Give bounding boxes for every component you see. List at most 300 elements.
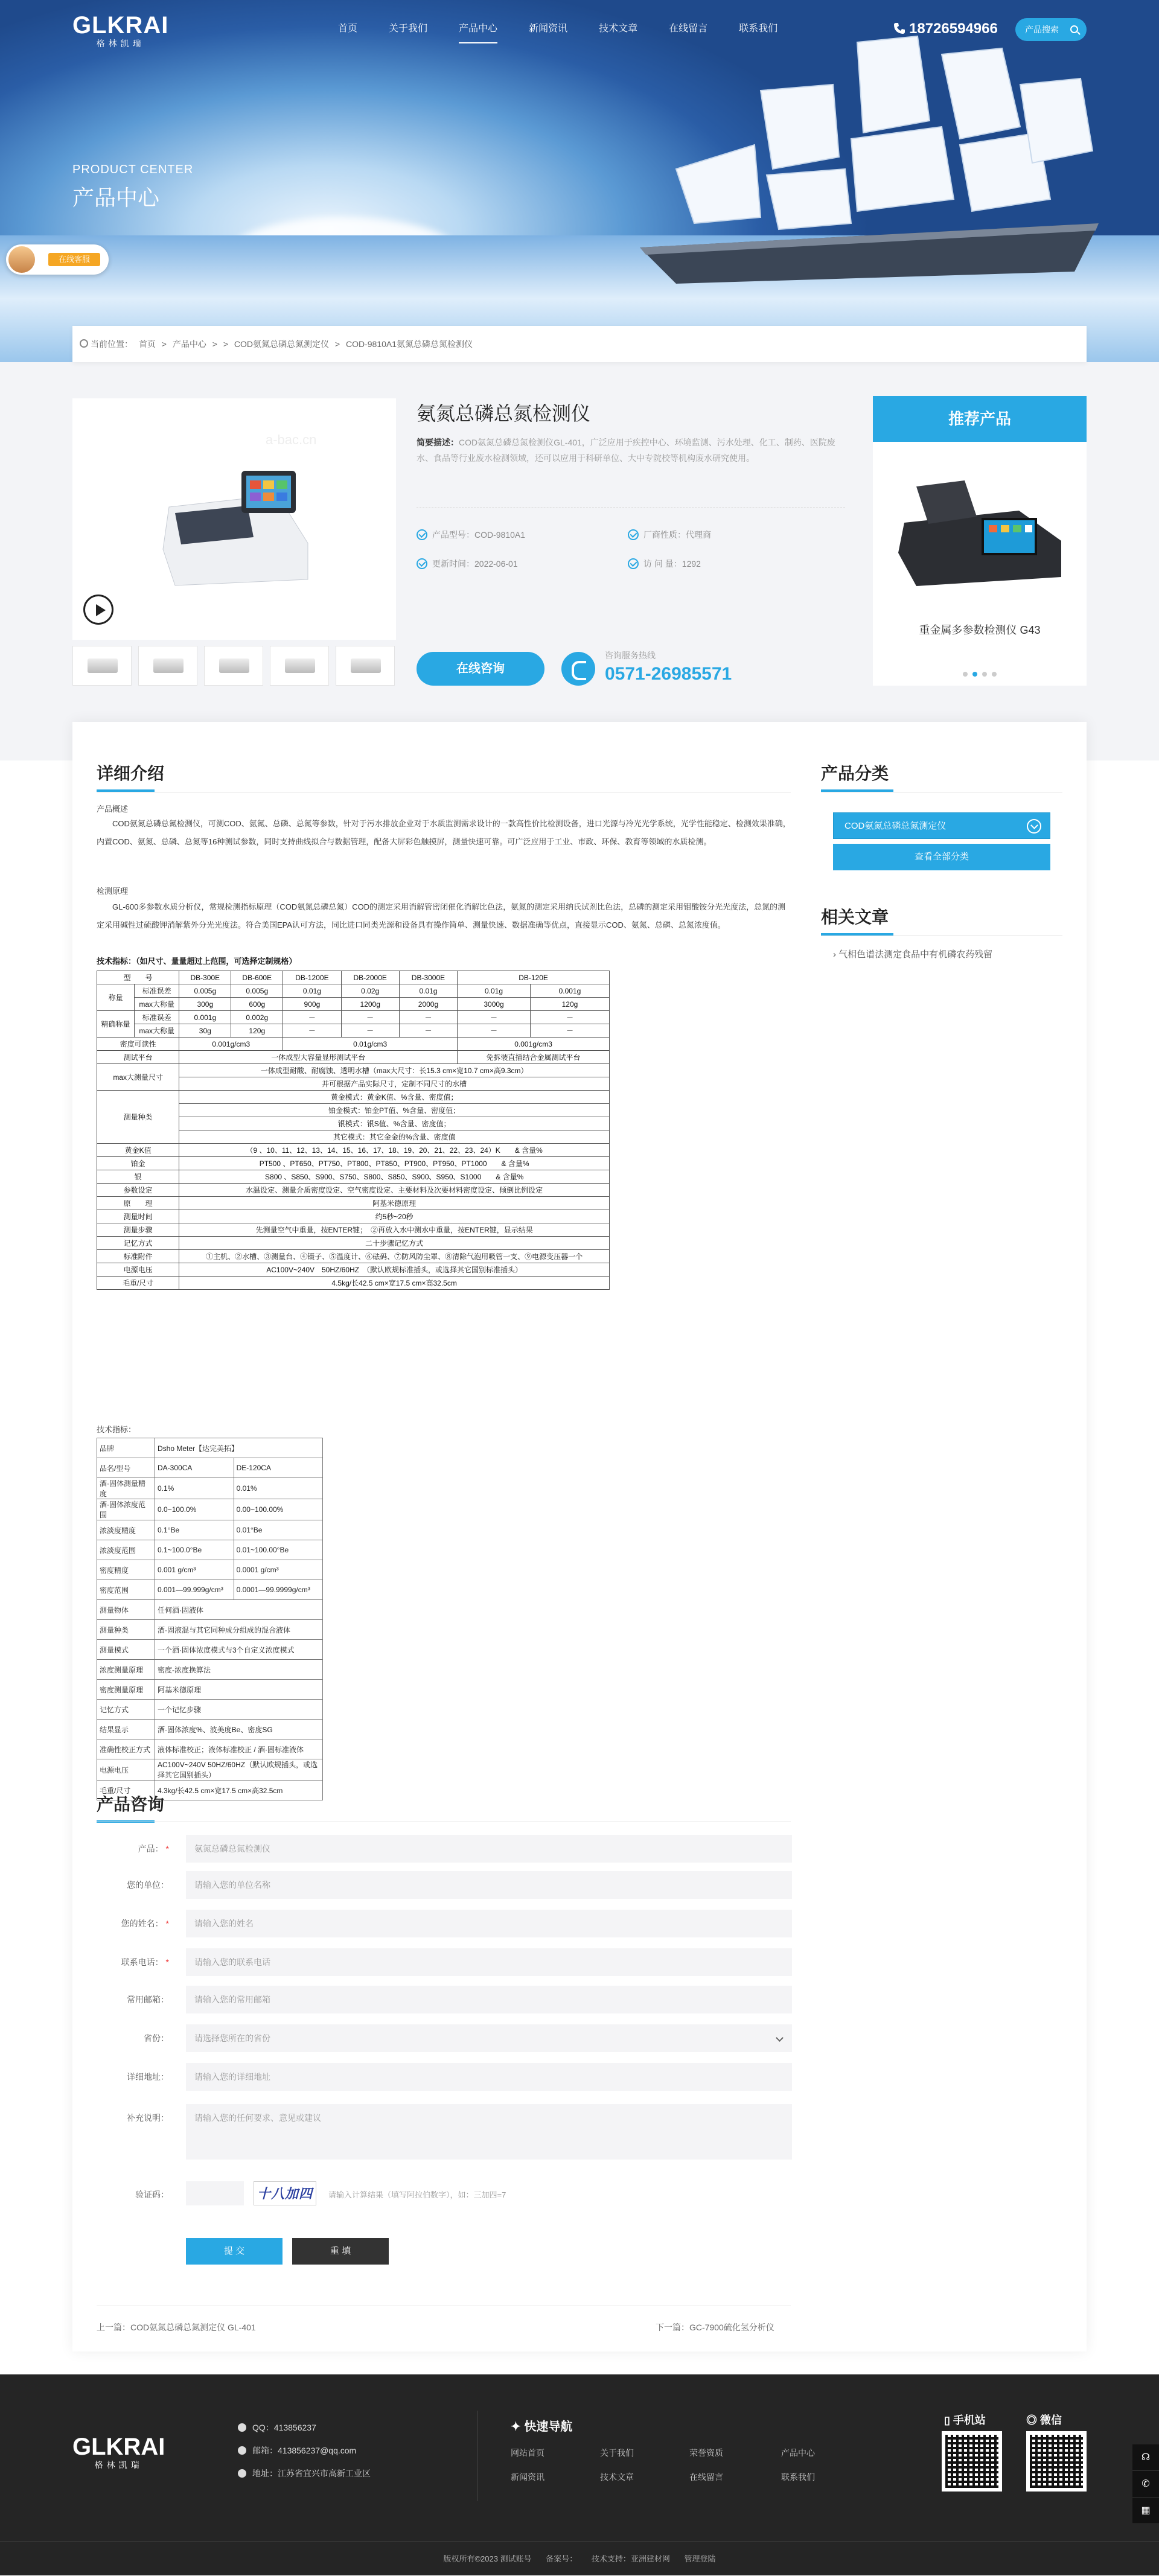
table-cell: 银模式：银S值、%含量、密度值； [179, 1117, 610, 1130]
table-cell: 电源电压 [97, 1759, 155, 1781]
field-label-text: 常用邮箱： [127, 1995, 169, 2004]
table-cell: 密度精度 [97, 1560, 155, 1580]
table-cell: 铂金模式：铂金PT值、%含量、密度值； [179, 1104, 610, 1117]
hero-title-cn: 产品中心 [72, 185, 160, 210]
footer-address [238, 2467, 371, 2479]
breadcrumb [72, 326, 1087, 362]
check-icon [417, 529, 427, 540]
location-icon [238, 2469, 246, 2478]
table-cell: 0.001g [530, 984, 609, 998]
address-text: 地址：江苏省宜兴市高新工业区 [252, 2469, 371, 2478]
table-cell: 标准附件 [97, 1250, 179, 1263]
product-model [417, 529, 525, 541]
breadcrumb-current: COD-9810A1氨氮总磷总氮检测仪 [346, 339, 473, 349]
location-icon [80, 339, 88, 348]
hero-banner [0, 0, 1159, 362]
table-cell: 测量时间 [97, 1210, 179, 1223]
model-value: COD-9810A1 [474, 530, 526, 540]
logo-text: GLKRAI [72, 2434, 165, 2460]
table-cell: 密度范围 [97, 1580, 155, 1600]
table-cell: 参数设定 [97, 1184, 179, 1197]
table-cell: AC100V~240V 50HZ/60HZ（默认欧规插头，或选择其它国别插头） [155, 1759, 323, 1781]
table-row [97, 1580, 323, 1600]
table-cell: DB-300E [179, 971, 231, 984]
table-cell: 酒·固体浓度范围 [97, 1499, 155, 1520]
nav-home[interactable]: 首页 [338, 24, 358, 34]
recommended-product-image[interactable] [892, 468, 1067, 589]
product-description [417, 435, 845, 466]
table-cell: 水温设定、测量介质密度设定、空气密度设定、主要材料及次要材料密度设定、倾倒比例设定 [179, 1184, 610, 1197]
compass-icon: ✦ [511, 2420, 525, 2434]
table-row [97, 1720, 323, 1739]
nav-articles[interactable]: 技术文章 [599, 24, 638, 34]
breadcrumb-sep: > [212, 339, 217, 349]
submit-button[interactable]: 提 交 [186, 2238, 283, 2265]
breadcrumb-sep: > [223, 339, 229, 349]
breadcrumb-category[interactable]: COD氨氮总磷总氮测定仪 [234, 339, 330, 349]
table-cell: 2000g [399, 998, 457, 1011]
nav-message[interactable]: 在线留言 [669, 24, 708, 34]
captcha-hint: 请输入计算结果（填写阿拉伯数字），如：三加四=7 [328, 2190, 506, 2199]
table-row [97, 1051, 610, 1064]
mobile-icon: ▯ [944, 2414, 953, 2426]
table-cell: 型 号 [97, 971, 179, 984]
check-icon [628, 558, 639, 569]
online-service-button[interactable]: 在线客服 [48, 253, 100, 266]
table-cell: 其它模式：其它金金的%含量、密度值 [179, 1130, 610, 1144]
nav-news[interactable]: 新闻资讯 [529, 24, 568, 34]
table-cell: 30g [179, 1024, 231, 1038]
divider [417, 507, 845, 508]
mail-icon [238, 2446, 246, 2455]
table-cell: ①主机、②水槽、③测量台、④镊子、⑤温度计、⑥砝码、⑦防风防尘罩、⑧清除气泡用吸管一支、⑨电源变压器一个 [179, 1250, 610, 1263]
table-cell: 0.001 g/cm³ [155, 1560, 234, 1580]
thumbnail-strip [72, 646, 401, 686]
table-cell: 0.02g [341, 984, 399, 998]
footer-nav-about[interactable]: 关于我们 [600, 2448, 634, 2458]
table-cell: 0.0001 g/cm³ [234, 1560, 322, 1580]
view-all-categories-button[interactable]: 查看全部分类 [833, 844, 1050, 870]
table-cell: 0.01% [234, 1478, 322, 1499]
table-cell: 0.01g [399, 984, 457, 998]
table-cell: 0.01g [283, 984, 341, 998]
table-cell: 银 [97, 1170, 179, 1184]
overview-text: COD氨氮总磷总氮检测仪，可测COD、氨氮、总磷、总氮等参数，针对于污水排放企业对于水质监测需求设计的一款高性价比检测设备，进口光源与冷光光学系统，光学性能稳定、检测效果准确，内置COD、氨氮、总磷、总氮等16种测试参数，同时支持曲线拟合与数据管理，配备大屏彩色触摸屏，测量快速可靠。可广泛应用于工业、市政、环保、教育等领域的水质检测。 [97, 819, 791, 846]
table-cell: DA-300CA [155, 1458, 234, 1478]
form-field-label [72, 2071, 169, 2083]
nav-about[interactable]: 关于我们 [389, 24, 428, 34]
table-cell: － [530, 1011, 609, 1024]
thumbnail[interactable] [270, 646, 329, 686]
table-cell: 酒·固体浓度%、波美度Be、密度SG [155, 1720, 323, 1739]
update-time [417, 558, 518, 570]
table-cell: － [399, 1024, 457, 1038]
table-cell: DB-1200E [283, 971, 341, 984]
mobile-site-label: 手机站 [953, 2414, 986, 2426]
footer-nav-products[interactable]: 产品中心 [781, 2448, 815, 2458]
table-row [97, 998, 610, 1011]
table-row [97, 1038, 610, 1051]
breadcrumb-sep: > [161, 339, 167, 349]
captcha-image[interactable]: 十八加四 [254, 2181, 316, 2205]
reset-button[interactable]: 重 填 [292, 2238, 389, 2265]
table-cell: AC100V~240V 50HZ/60HZ （默认欧规标准插头，或选择其它国别标准插头） [179, 1263, 610, 1277]
field-label-text: 联系电话： [121, 1957, 164, 1967]
email-text: 邮箱：413856237@qq.com [252, 2446, 357, 2455]
spec2-caption: 技术指标： [97, 1425, 136, 1434]
form-input[interactable]: 请输入您的联系电话 [186, 1948, 792, 1976]
mobile-qr-code [942, 2431, 1002, 2492]
table-cell: 测量物体 [97, 1600, 155, 1620]
table-cell: 测量种类 [97, 1091, 179, 1144]
table-cell: 测量步骤 [97, 1223, 179, 1237]
table-cell: 毛重/尺寸 [97, 1277, 179, 1290]
logo-text: GLKRAI [72, 12, 169, 39]
required-marker: * [163, 1919, 169, 1928]
quick-nav-label: 快速导航 [524, 2420, 573, 2434]
table-cell: 酒·固液混与其它同种成分组成的混合液体 [155, 1620, 323, 1640]
table-row [97, 1458, 323, 1478]
table-row [97, 1520, 323, 1540]
table-cell: max大测量尺寸 [97, 1064, 179, 1091]
views-value: 1292 [682, 559, 701, 569]
table-row [97, 1263, 610, 1277]
online-service-chip[interactable] [6, 244, 109, 275]
table-row [97, 1223, 610, 1237]
category-item-label: COD氨氮总磷总氮测定仪 [845, 821, 947, 831]
search-icon [1070, 25, 1078, 33]
table-cell: 0.1~100.0°Be [155, 1540, 234, 1560]
table-cell: 4.3kg/长42.5 cm×宽17.5 cm×高32.5cm [155, 1781, 323, 1800]
hotline-label: 咨询服务热线 [605, 651, 656, 660]
table-row [97, 984, 610, 998]
wechat-qr-code [1026, 2431, 1087, 2492]
table-row [97, 1700, 323, 1720]
table-cell: 一体成型耐酸、耐腐蚀、透明水槽（max大尺寸：长15.3 cm×宽10.7 cm×高9.3cm） [179, 1064, 610, 1077]
product-search-button[interactable] [1015, 18, 1087, 41]
product-main-image[interactable] [72, 398, 396, 640]
footer [0, 2374, 1159, 2575]
table-cell: 电源电压 [97, 1263, 179, 1277]
table-cell: 测量种类 [97, 1620, 155, 1640]
table-cell: PT500 、PT650、PT750、PT800、PT850、PT900、PT950、PT1000 & 含量% [179, 1157, 610, 1170]
avatar [8, 246, 35, 273]
form-input[interactable]: 请输入您的姓名 [186, 1910, 792, 1937]
table-cell: 测量模式 [97, 1640, 155, 1660]
breadcrumb-label: 当前位置： [91, 339, 133, 349]
vendor-label: 厂商性质： [643, 530, 686, 540]
form-field-label [72, 2112, 169, 2124]
recommended-products [873, 396, 1087, 686]
next-article-link[interactable]: 下一篇：GC-7900硫化氢分析仪 [656, 2323, 774, 2332]
footer-nav-home[interactable]: 网站首页 [511, 2448, 544, 2458]
table-cell: 0.002g [231, 1011, 283, 1024]
table-cell: 并可根据产品实际尺寸，定制不同尺寸的水槽 [179, 1077, 610, 1091]
carousel-dot[interactable] [963, 672, 968, 677]
remarks-textarea[interactable]: 请输入您的任何要求、意见或建议 [186, 2104, 792, 2160]
chevron-down-icon[interactable] [1027, 819, 1041, 834]
table-cell: 先测量空气中重量，按ENTER键； ②再放入水中测水中重量，按ENTER键，显示结果 [179, 1223, 610, 1237]
table-row [97, 1184, 610, 1197]
field-label-text: 省份： [144, 2033, 169, 2043]
table-row [97, 1759, 323, 1781]
table-cell: 铂金 [97, 1157, 179, 1170]
table-row [97, 1660, 323, 1680]
table-cell: 0.00~100.00% [234, 1499, 322, 1520]
qr-icon[interactable]: ▦ [1132, 2498, 1159, 2524]
table-cell: 毛重/尺寸 [97, 1781, 155, 1800]
table-cell: 品名/型号 [97, 1458, 155, 1478]
form-field-label [72, 1843, 169, 1855]
search-label: 产品搜索 [1025, 25, 1059, 34]
table-row [97, 1210, 610, 1223]
table-cell: DB-600E [231, 971, 283, 984]
tech-support-link[interactable]: 技术支持：亚洲建材网 [591, 2554, 670, 2563]
thumbnail[interactable] [336, 646, 395, 686]
principle-text: GL-600多参数水质分析仪，常规检测指标原理（COD氨氮总磷总氮）COD的测定采用消解管密闭催化消解比色法，氨氮的测定采用纳氏试剂比色法，总磷的测定采用钼酸铵分光光度法，总氮的测定采用碱性过硫酸钾消解紫外分光光度法。符合美国EPA认可方法，同比进口同类光源和设备具有操作简单、测量快速、数据准确等优点，直接显示COD、氨氮、总磷、总氮浓度值。 [97, 902, 786, 929]
logo-subtitle: 格林凯瑞 [96, 39, 145, 48]
table-cell: － [458, 1011, 531, 1024]
field-label-text: 详细地址： [127, 2072, 169, 2082]
hero-title-en: PRODUCT CENTER [72, 163, 194, 176]
form-field-label [72, 1879, 169, 1891]
table-cell: 0.01°Be [234, 1520, 322, 1540]
table-row [97, 1011, 610, 1024]
spec2-table [97, 1438, 323, 1800]
form-input[interactable]: 氨氮总磷总氮检测仪 [186, 1835, 792, 1863]
breadcrumb-home[interactable]: 首页 [138, 339, 156, 349]
captcha-label: 验证码： [135, 2190, 169, 2199]
play-video-button[interactable] [83, 595, 113, 625]
field-label-text: 您的姓名： [121, 1919, 164, 1928]
form-field-label [72, 1918, 169, 1930]
recommended-product-name[interactable]: 重金属多参数检测仪 G43 [919, 624, 1041, 636]
carousel-dots [873, 669, 1087, 680]
table-cell: 黄金模式：黄金K值、%含量、密度值； [179, 1091, 610, 1104]
footer-nav-articles[interactable]: 技术文章 [600, 2472, 634, 2482]
table-cell: － [458, 1024, 531, 1038]
footer-bottom [0, 2541, 1159, 2575]
table-cell: DB-3000E [399, 971, 457, 984]
table-row [97, 1170, 610, 1184]
hotline-number: 0571-26985571 [605, 664, 732, 684]
headset-icon[interactable]: ☊ [1132, 2444, 1159, 2471]
form-title: 产品咨询 [97, 1791, 164, 1816]
table-cell: 0.001g/cm3 [179, 1038, 283, 1051]
table-row [97, 1144, 610, 1157]
footer-qq [238, 2421, 316, 2434]
table-cell: 0.001g/cm3 [458, 1038, 610, 1051]
form-field-label [72, 1994, 169, 2006]
category-item[interactable] [833, 812, 1050, 839]
qq-icon [238, 2423, 246, 2432]
table-cell: － [283, 1011, 341, 1024]
nav-products[interactable]: 产品中心 [459, 24, 498, 34]
table-cell: 品牌 [97, 1438, 155, 1458]
vendor-type [628, 529, 711, 541]
thumbnail[interactable] [138, 646, 197, 686]
table-cell: 密度测量原理 [97, 1680, 155, 1700]
field-label-text: 产品： [138, 1844, 164, 1854]
table-cell: 0.0001—99.9999g/cm³ [234, 1580, 322, 1600]
breadcrumb-products[interactable]: 产品中心 [172, 339, 206, 349]
related-article-label: 气相色谱法测定食品中有机磷农药残留 [838, 949, 993, 960]
table-row [97, 1739, 323, 1759]
table-row [97, 1197, 610, 1210]
model-label: 产品型号： [432, 530, 474, 540]
table-row [97, 1277, 610, 1290]
check-icon [628, 529, 639, 540]
table-cell: 标准误差 [135, 1011, 179, 1024]
table-row [97, 1091, 610, 1104]
table-cell: 结果显示 [97, 1720, 155, 1739]
table-cell: Dsho Meter【达完美拓】 [155, 1438, 323, 1458]
table-cell: 900g [283, 998, 341, 1011]
table-cell: 精确称量 [97, 1011, 135, 1038]
table-cell: 浓度测量原理 [97, 1660, 155, 1680]
phone-icon [893, 22, 905, 34]
field-label-text: 补充说明： [127, 2113, 169, 2123]
quick-nav-title [511, 2417, 572, 2434]
carousel-dot[interactable] [992, 672, 997, 677]
form-input[interactable]: 请输入您的单位名称 [186, 1871, 792, 1899]
table-cell: － [283, 1024, 341, 1038]
table-row [97, 1600, 323, 1620]
table-cell: 0.005g [231, 984, 283, 998]
table-cell: 3000g [458, 998, 531, 1011]
table-cell: 0.001g [179, 1011, 231, 1024]
table-cell: 一个酒·固体浓度模式与3个自定义浓度模式 [155, 1640, 323, 1660]
form-field-label [72, 1956, 169, 1968]
form-input[interactable]: 请输入您的常用邮箱 [186, 1986, 792, 2013]
table-cell: 记忆方式 [97, 1700, 155, 1720]
table-cell: 阿基米德原理 [179, 1197, 610, 1210]
table-cell: S800 、S850、S900、S750、S800、S850、S900、S950、S1000 & 含量% [179, 1170, 610, 1184]
desc-label: 简要描述： [417, 438, 459, 447]
table-row [97, 971, 610, 984]
table-cell: DB-2000E [341, 971, 399, 984]
spec-table [97, 971, 610, 1290]
desc-text: COD氨氮总磷总氮检测仪GL-401，广泛应用于疾控中心、环境监测、污水处理、化工、制药、医院废水、食品等行业废水检测领域，还可以应用于科研单位、大中专院校等机构废水研究使用。 [417, 438, 835, 463]
admin-login-link[interactable]: 管理登陆 [684, 2554, 716, 2563]
related-article-link[interactable]: › 气相色谱法测定食品中有机磷农药残留 [833, 949, 993, 960]
table-cell: 1200g [341, 998, 399, 1011]
related-articles-title: 相关文章 [821, 904, 889, 928]
carousel-dot[interactable] [982, 672, 987, 677]
thumbnail[interactable] [204, 646, 263, 686]
icp-record[interactable]: 备案号： [546, 2554, 578, 2563]
table-cell: 标准误差 [135, 984, 179, 998]
table-cell: 准确性校正方式 [97, 1739, 155, 1759]
table-cell: DB-120E [458, 971, 610, 984]
table-cell: 4.5kg/长42.5 cm×宽17.5 cm×高32.5cm [179, 1277, 610, 1290]
table-cell: － [341, 1011, 399, 1024]
views-label: 访 问 量： [643, 559, 682, 569]
table-row [97, 1250, 610, 1263]
table-row [97, 1438, 323, 1458]
category-title: 产品分类 [821, 760, 889, 785]
table-cell: DE-120CA [234, 1458, 322, 1478]
table-row [97, 1540, 323, 1560]
table-row [97, 1478, 323, 1499]
sailing-ship-image [604, 18, 1123, 302]
carousel-dot[interactable] [972, 672, 977, 677]
thumbnail[interactable] [72, 646, 132, 686]
table-cell: 密度-浓度换算法 [155, 1660, 323, 1680]
table-cell: 120g [231, 1024, 283, 1038]
floating-toolbar [1132, 2444, 1159, 2524]
table-cell: 0.01g/cm3 [283, 1038, 458, 1051]
breadcrumb-sep: > [334, 339, 340, 349]
table-cell: 二十步骤记忆方式 [179, 1237, 610, 1250]
table-cell: 记忆方式 [97, 1237, 179, 1250]
wechat-icon: ◎ [1026, 2414, 1041, 2426]
table-cell: 原 理 [97, 1197, 179, 1210]
table-cell: 任何酒·固液体 [155, 1600, 323, 1620]
captcha-input[interactable] [186, 2181, 244, 2205]
table-cell: 约5秒~20秒 [179, 1210, 610, 1223]
principle-heading: 检测原理 [97, 887, 129, 896]
table-row [97, 1024, 610, 1038]
spec-caption: 技术指标：（如尺寸、量量超过上范围，可选择定制规格） [97, 957, 297, 966]
table-cell: 测试平台 [97, 1051, 179, 1064]
table-cell: － [530, 1024, 609, 1038]
table-cell: 免拆装直插结合金属测试平台 [458, 1051, 610, 1064]
table-cell: 称量 [97, 984, 135, 1011]
logo-subtitle: 格林凯瑞 [94, 2460, 143, 2470]
phone-icon[interactable]: ✆ [1132, 2471, 1159, 2498]
table-row [97, 1640, 323, 1660]
online-consult-button[interactable]: 在线咨询 [417, 652, 544, 686]
product-title: 氨氮总磷总氮检测仪 [417, 403, 591, 424]
required-marker: * [163, 1957, 169, 1967]
footer-logo[interactable] [72, 2434, 165, 2470]
table-cell: 液体标准校正；液体标准校正 / 酒·固标准液体 [155, 1739, 323, 1759]
table-cell: 阿基米德原理 [155, 1680, 323, 1700]
table-cell: 黄金K值 [97, 1144, 179, 1157]
table-cell: 一个记忆步骤 [155, 1700, 323, 1720]
detail-title: 详细介绍 [97, 760, 164, 785]
table-row [97, 1680, 323, 1700]
updated-value: 2022-06-01 [474, 559, 518, 569]
table-cell: － [399, 1011, 457, 1024]
footer-nav-honors[interactable]: 荣誉资质 [689, 2448, 723, 2458]
category-box [833, 812, 1050, 870]
footer-nav-message[interactable]: 在线留言 [689, 2472, 723, 2482]
field-label-text: 您的单位： [127, 1880, 169, 1890]
province-select[interactable]: 请选择您所在的省份 [186, 2024, 792, 2052]
nav-contact[interactable]: 联系我们 [739, 24, 778, 34]
table-cell: 0.0~100.0% [155, 1499, 234, 1520]
table-cell: max大称量 [135, 998, 179, 1011]
prev-article-link[interactable]: 上一篇：COD氨氮总磷总氮测定仪 GL-401 [97, 2323, 256, 2332]
table-row [97, 1560, 323, 1580]
footer-nav-contact[interactable]: 联系我们 [781, 2472, 815, 2482]
table-cell: 600g [231, 998, 283, 1011]
spectrophotometer-image [157, 471, 314, 591]
main-nav [338, 23, 809, 35]
footer-nav-news[interactable]: 新闻资讯 [511, 2472, 544, 2482]
table-cell: 0.01~100.00°Be [234, 1540, 322, 1560]
form-input[interactable]: 请输入您的详细地址 [186, 2063, 792, 2091]
watermark: a-bac.cn [266, 432, 317, 447]
logo[interactable] [72, 12, 168, 48]
table-cell: 酒·固体测量精度 [97, 1478, 155, 1499]
table-row [97, 1064, 610, 1077]
table-cell: 0.1% [155, 1478, 234, 1499]
form-field-label [72, 2032, 169, 2044]
wechat-title [1026, 2412, 1062, 2428]
